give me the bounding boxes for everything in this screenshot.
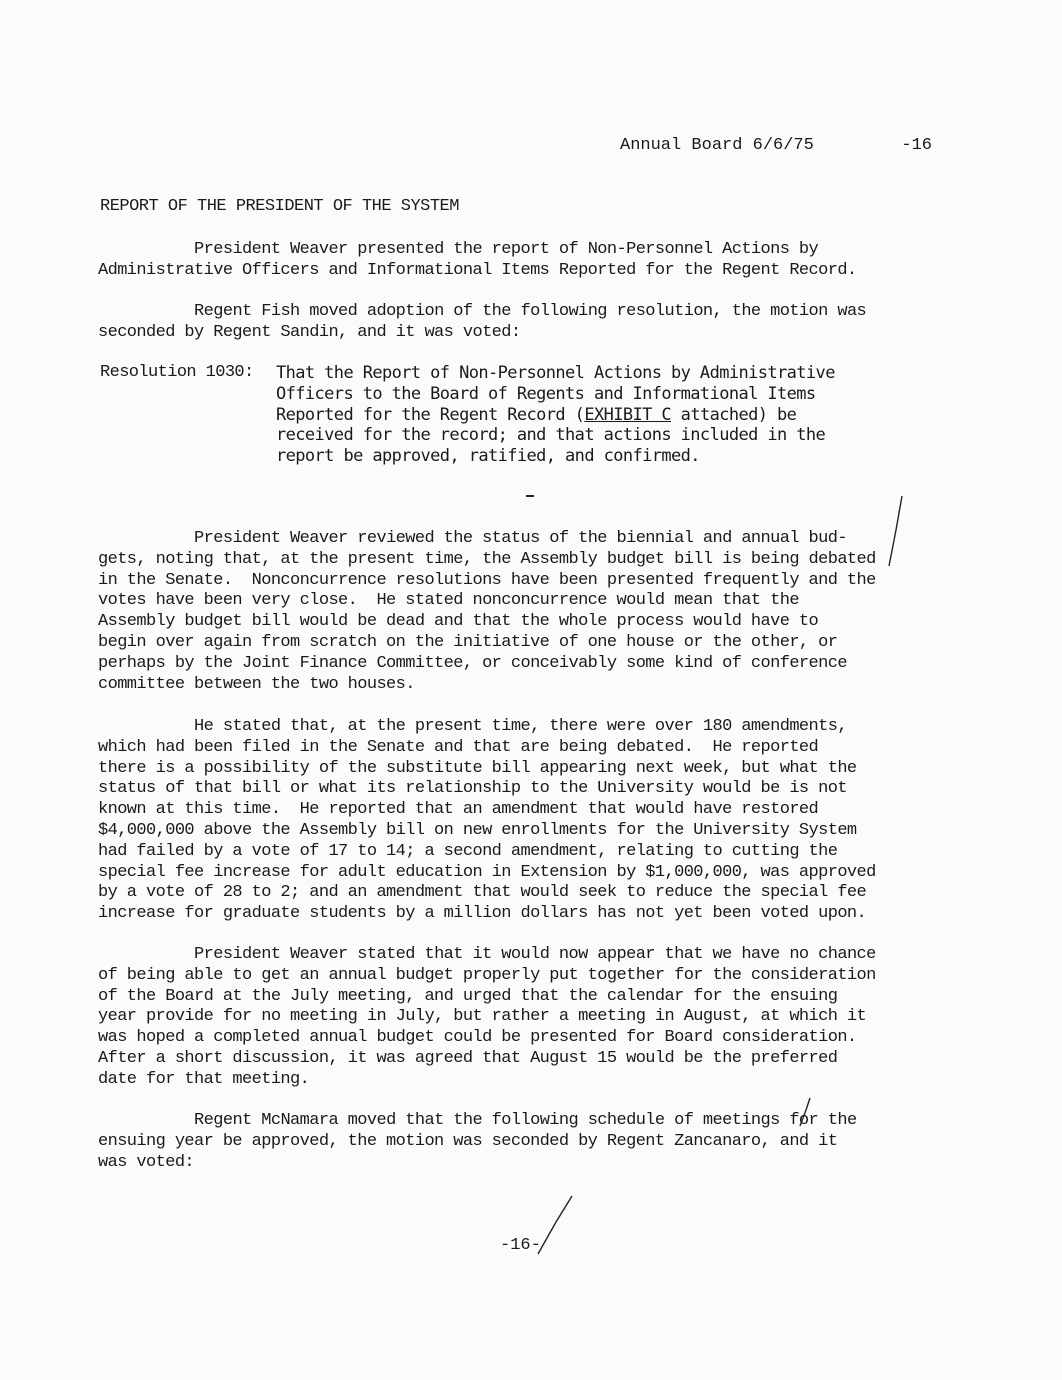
paragraph-motion-adoption: Regent Fish moved adoption of the following resolution, the motion was seconded by Regent Sandin, and it was voted:	[98, 302, 867, 342]
paragraph-amendments: He stated that, at the present time, there were over 180 amendments, which had been filed in the Senate and that are being debated. He reported there is a possibility of the substitute bill appearing next week, but what the status of that bill or what its relationship to the University would be is not known at this time. He reported that an amendment that would have restored $4,000,000 above the Assembly bill on new enrollments for the University System had failed by a vote of 17 to 14; a second amendment, relating to cutting the special fee increase for adult education in Extension by $1,000,000, was approved by a vote of 28 to 2; and an amendment that would seek to reduce the special fee increase for graduate students by a million dollars has not yet been voted upon.	[98, 717, 876, 924]
check-mark-bottom	[538, 1196, 572, 1254]
paragraph-budget-status: President Weaver reviewed the status of the biennial and annual bud- gets, noting that, at the present time, the Assembly budget bill is being debated in the Senate. Nonconcurrence resolutions have been presented frequently and the votes have been very close. He stated nonconcurrence would mean that the Assembly budget bill would be dead and that the whole process would have to begin over again from scratch on the initiative of one house or the other, or perhaps by the Joint Finance Committee, or conceivably some kind of conference committee between the two houses.	[98, 529, 876, 694]
paragraph-annual-budget: President Weaver stated that it would now appear that we have no chance of being able to get an annual budget properly put together for the consideration of the Board at the July meeting, and urged that the calendar for the ensuing year provide for no meeting in July, but rather a meeting in August, at which it was hoped a completed annual budget could be presented for Board consideration. After a short discussion, it was agreed that August 15 would be the preferred date for that meeting.	[98, 945, 876, 1089]
page-footer-number: -16-	[500, 1236, 541, 1255]
header-page-number: -16	[901, 136, 932, 155]
resolution-text-after: attached) be received for the record; and that actions included in the report be approved, ratified, and confirmed.	[276, 404, 826, 467]
separator-dash	[526, 495, 534, 497]
exhibit-reference: EXHIBIT C	[584, 404, 672, 425]
header-title: Annual Board 6/6/75	[620, 136, 814, 155]
resolution-label: Resolution 1030:	[100, 363, 254, 382]
paragraph-meeting-schedule: Regent McNamara moved that the following schedule of meetings for the ensuing year be approved, the motion was seconded by Regent Zancanaro, and it was voted:	[98, 1111, 857, 1172]
resolution-text-before: That the Report of Non-Personnel Actions by Administrative Officers to the Board of Regents and Informational Items Reported for the Regent Record (	[276, 363, 835, 425]
section-heading: REPORT OF THE PRESIDENT OF THE SYSTEM	[100, 197, 459, 216]
paragraph-report-presented: President Weaver presented the report of Non-Personnel Actions by Administrative Officers and Informational Items Reported for the Regent Record.	[98, 240, 857, 280]
resolution-text	[276, 363, 916, 467]
page-header	[620, 136, 932, 160]
